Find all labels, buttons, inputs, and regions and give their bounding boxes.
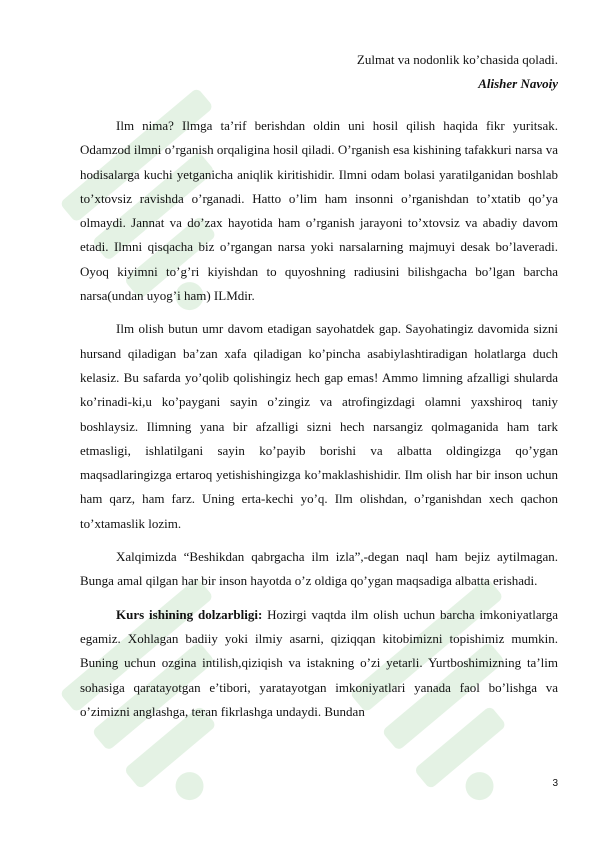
- kurs-text: Hozirgi vaqtda ilm olish uchun barcha imkoniyatlarga egamiz. Xohlagan badiiy yoki ilmiy asarni, qiziqqan kitobimizni topishimiz mumkin. Buning uchun ozgina intilish,qiziqish va istakning o’zi yetarli. Yurtboshimizning ta’lim sohasiga qaratayotgan e’tibori, yaratayotgan imkoniyatlari yanada faol bo’lishga va o’zimizni anglashga, teran fikrlashga undaydi. Bundan: [80, 606, 558, 719]
- paragraph-kurs: [80, 603, 558, 724]
- kurs-label: Kurs ishining dolzarbligi:: [116, 606, 263, 622]
- epigraph-author: Alisher Navoiy: [478, 76, 558, 91]
- paragraph: Ilm olish butun umr davom etadigan sayohatdek gap. Sayohatingiz davomida sizni hursand qiladigan ba’zan xafa qiladigan ko’pincha asabiylashtiradigan holatlarga duch kelasiz. Bu safarda yo’qolib qolishingiz hech gap emas! Ammo limning afzalligi shularda ko’rinadi-ki,u ko’paygani sayin o’zingiz va atrofingizdagi olamni yaxshiroq taniy boshlaysiz. Ilimning yana bir afzalligi sizni hech narsangiz qolmaganida ham tark etmasligi, ishlatilgani sayin ko’payib borishi va albatta oldingizga qo’ygan maqsadlaringizga ertaroq yetishishingizga ko’maklashishidir. Ilm olish har bir inson uchun ham qarz, ham farz. Uning erta-kechi yo’q. Ilm olishdan, o’rganishdan xech qachon to’xtamaslik lozim.: [80, 321, 558, 531]
- epigraph: [357, 48, 558, 96]
- epigraph-quote: Zulmat va nodonlik ko’chasida qoladi.: [356, 52, 558, 67]
- paragraph: Ilm nima? Ilmga ta’rif berishdan oldin uni hosil qilish haqida fikr yuritsak. Odamzod ilmni o’rganish orqaligina hosil qiladi. O’rganish esa kishining tafakkuri narsa va hodisalarga kuchi yetganicha aniqlik kiritishidir. Ilmni odam bolasi yaratilganidan boshlab to’xtovsiz ravishda o’rganadi. Hatto o’lim ham insonni o’rganishdan to’xtatib qo’ya olmaydi. Jannat va do’zax hayotida ham o’rganish jarayoni to’xtovsiz va abadiy davom etadi. Ilmni qisqacha biz o’rgangan narsa yoki narsalarning majmuyi desak bo’laveradi. Oyoq kiyimni to’g’ri kiyishdan to quyoshning radiusini bilishgacha bo’lgan barcha narsa(undan uyog’i ham) ILMdir.: [80, 118, 558, 304]
- body-text: [80, 114, 558, 733]
- page-number: 3: [552, 778, 558, 789]
- paragraph: Xalqimizda “Beshikdan qabrgacha ilm izla”,-degan naql ham bejiz aytilmagan. Bunga amal qilgan har bir inson hayotda o’z oldiga qo’ygan maqsadiga albatta erishadi.: [80, 549, 558, 589]
